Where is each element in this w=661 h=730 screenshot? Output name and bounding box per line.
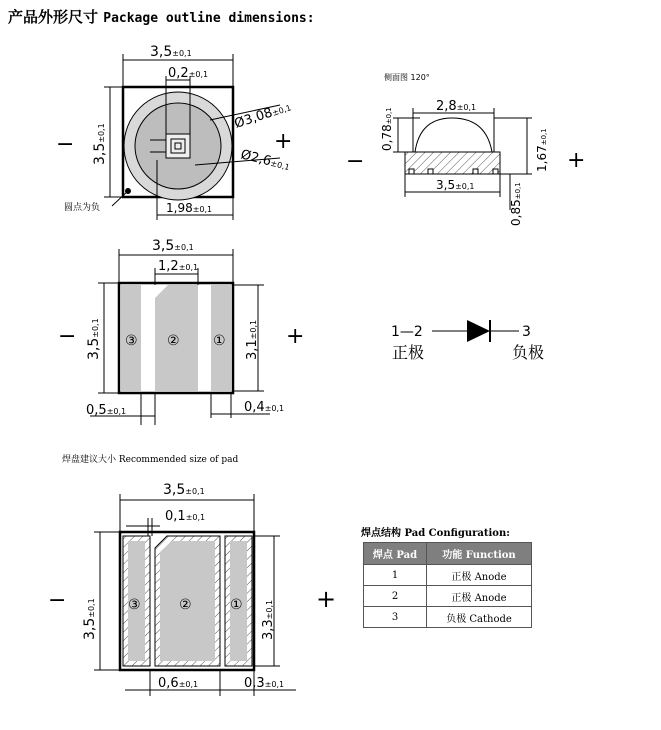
bottom-pad-label-2: ② [167, 333, 180, 349]
pad-config-title: 焊点结构 Pad Configuration: [361, 528, 510, 539]
side-view [393, 108, 532, 210]
pad-number: 3 [364, 607, 427, 628]
title-cn: 产品外形尺寸 [8, 8, 99, 26]
pad-function: 正极 Anode [427, 586, 532, 607]
bottom-width-dim: 3,5±0,1 [152, 238, 194, 254]
pad-number: 2 [364, 586, 427, 607]
rec-width-dim: 3,5±0,1 [163, 482, 205, 498]
rec-pad-label-2: ② [179, 597, 192, 613]
header-pad: 焊点 Pad [364, 543, 427, 565]
table-header-row [364, 543, 532, 565]
pad-function: 负极 Cathode [427, 607, 532, 628]
bottom-side-dim: 0,5±0,1 [86, 403, 127, 418]
rec-plus-sign: + [316, 585, 337, 613]
rec-center-dim: 0,6±0,1 [158, 676, 199, 691]
bottom-height-dim: 3,5±0,1 [86, 318, 102, 360]
side-dome-dim: 0,78±0,1 [380, 107, 394, 151]
rec-gap-dim: 0,1±0,1 [165, 509, 206, 524]
rec-pad-label-3: ③ [128, 597, 141, 613]
side-body [405, 152, 500, 174]
pad-function: 正极 Anode [427, 565, 532, 586]
bottom-gap-dim: 0,4±0,1 [244, 400, 285, 415]
diode-cathode-node: 3 [522, 324, 531, 340]
diode-symbol [432, 320, 519, 342]
recommended-title: 焊盘建议大小 Recommended size of pad [62, 455, 239, 465]
bottom-minus-sign: − [58, 324, 77, 349]
side-base-dim: 0,85±0,1 [509, 182, 523, 226]
side-lens-dome [415, 118, 492, 152]
lens-outer-dim: Ø3,08±0,1 [232, 103, 293, 132]
bottom-plus-sign: + [286, 324, 305, 349]
side-lens-dim: 2,8±0,1 [436, 99, 477, 114]
bottom-center-dim: 1,2±0,1 [158, 259, 199, 274]
diode-anode-nodes: 1—2 [391, 324, 423, 340]
top-minus-sign: − [56, 132, 75, 157]
angle-note: 侧面图 120° [384, 73, 430, 82]
top-chip-dim: 0,2±0,1 [168, 66, 209, 81]
top-height-dim: 3,5±0,1 [92, 123, 108, 165]
rec-pad-label-1: ① [230, 597, 243, 613]
top-offset-dim: 1,98±0,1 [166, 201, 213, 215]
side-minus-sign: − [346, 149, 365, 174]
top-plus-sign: + [274, 129, 293, 154]
bottom-pad-label-3: ③ [125, 333, 138, 349]
pad-config-table [363, 542, 532, 628]
side-body-dim: 3,5±0,1 [436, 178, 475, 192]
table-row [364, 586, 532, 607]
recommended-pad-view [94, 494, 296, 696]
side-plus-sign: + [567, 148, 586, 173]
bottom-view [90, 249, 270, 425]
chip-square [166, 134, 190, 158]
diode-positive-label: 正极 [392, 343, 425, 362]
header-function: 功能 Function [427, 543, 532, 565]
table-row [364, 565, 532, 586]
rec-height-dim: 3,5±0,1 [82, 598, 98, 640]
pad-number: 1 [364, 565, 427, 586]
bottom-pad-height-dim: 3,1±0,1 [245, 319, 260, 360]
dot-note: 圆点为负 [64, 203, 101, 213]
title-en: Package outline dimensions: [103, 11, 315, 26]
rec-minus-sign: − [48, 588, 67, 613]
diode-negative-label: 负极 [512, 343, 545, 362]
bottom-pad-label-1: ① [213, 333, 226, 349]
table-row [364, 607, 532, 628]
rec-pad-height-dim: 3,3±0,1 [261, 599, 276, 640]
lens-inner-dim: Ø2,6±0,1 [239, 147, 291, 173]
top-width-dim: 3,5±0,1 [150, 44, 192, 60]
rec-side-dim: 0,3±0,1 [244, 676, 285, 691]
side-total-dim: 1,67±0,1 [535, 128, 549, 172]
